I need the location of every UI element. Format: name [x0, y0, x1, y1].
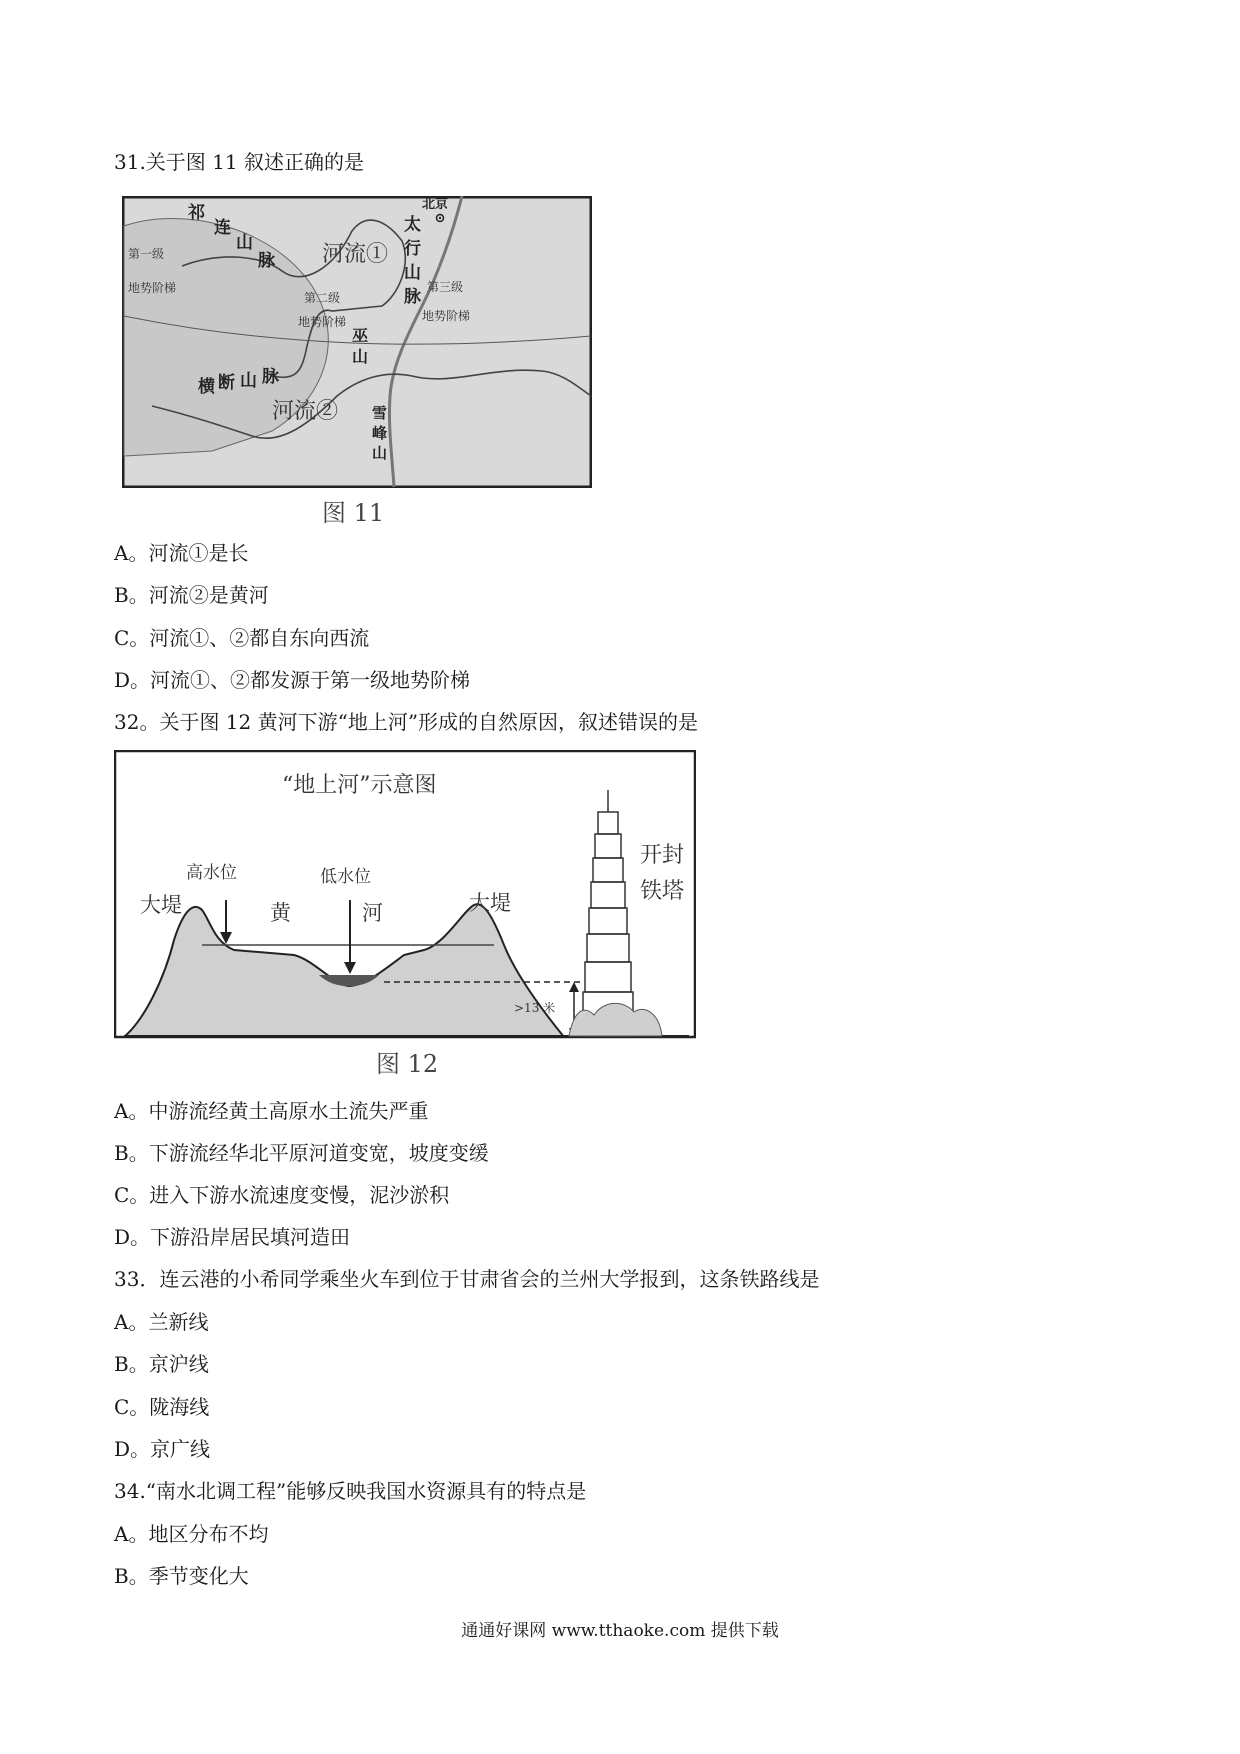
q34-option-a: A。地区分布不均 [114, 1522, 269, 1546]
q32-option-b: B。下游流经华北平原河道变宽，坡度变缓 [114, 1141, 489, 1165]
q32-option-d: D。下游沿岸居民填河造田 [114, 1225, 351, 1249]
label-step1-a: 第一级 [128, 247, 165, 261]
label-step1-b: 地势阶梯 [128, 281, 177, 295]
svg-text:山: 山 [236, 233, 253, 253]
svg-text:山: 山 [404, 263, 421, 283]
label-tower-2: 铁塔 [640, 879, 685, 904]
svg-text:山: 山 [372, 444, 388, 462]
q31-option-d: D。河流①、②都发源于第一级地势阶梯 [114, 668, 471, 692]
figure-12-caption: 图 12 [376, 1050, 439, 1078]
q33-option-c: C。陇海线 [114, 1395, 210, 1419]
label-height: >13 米 [514, 1001, 556, 1015]
label-step3-a: 第三级 [427, 280, 464, 294]
q32-stem: 32。关于图 12 黄河下游“地上河”形成的自然原因，叙述错误的是 [114, 710, 699, 734]
svg-text:祁: 祁 [188, 203, 205, 223]
label-river1: 河流① [322, 242, 389, 267]
q32-option-c: C。进入下游水流速度变慢，泥沙淤积 [114, 1183, 450, 1207]
svg-text:巫: 巫 [352, 326, 369, 345]
label-tower-1: 开封 [640, 843, 685, 868]
q33-stem: 33．连云港的小希同学乘坐火车到位于甘肃省会的兰州大学报到，这条铁路线是 [114, 1267, 820, 1291]
label-step2-a: 第二级 [304, 291, 341, 305]
page-footer: 通通好课网 www.tthaoke.com 提供下载 [461, 1621, 779, 1641]
svg-text:脉: 脉 [262, 367, 279, 387]
svg-text:脉: 脉 [404, 287, 421, 307]
q33-option-a: A。兰新线 [114, 1310, 209, 1334]
q34-stem: 34.“南水北调工程”能够反映我国水资源具有的特点是 [114, 1479, 587, 1503]
svg-text:雪: 雪 [372, 404, 388, 422]
label-he: 河 [362, 901, 383, 925]
figure-12-title: “地上河”示意图 [282, 773, 437, 798]
q32-option-a: A。中游流经黄土高原水土流失严重 [114, 1099, 429, 1123]
svg-text:横: 横 [198, 377, 215, 397]
label-huang: 黄 [270, 901, 291, 925]
label-step2-b: 地势阶梯 [298, 315, 347, 329]
label-high-water: 高水位 [186, 863, 237, 883]
figure-11-caption: 图 11 [322, 499, 385, 527]
figure-12-diagram [114, 750, 696, 1044]
svg-text:山: 山 [352, 347, 369, 366]
q34-option-b: B。季节变化大 [114, 1564, 249, 1588]
label-low-water: 低水位 [320, 867, 371, 887]
svg-text:山: 山 [240, 371, 257, 391]
q33-option-b: B。京沪线 [114, 1352, 209, 1376]
q31-option-c: C。河流①、②都自东向西流 [114, 626, 370, 650]
q31-stem: 31.关于图 11 叙述正确的是 [114, 150, 364, 174]
label-dike-left: 大堤 [140, 893, 182, 917]
svg-text:北京: 北京 [422, 197, 449, 212]
svg-text:连: 连 [214, 218, 231, 238]
svg-text:峰: 峰 [372, 424, 388, 442]
svg-text:太: 太 [404, 215, 421, 235]
label-dike-right: 大堤 [469, 891, 511, 915]
label-river2: 河流② [272, 399, 339, 424]
figure-11-map [122, 196, 592, 492]
q31-option-b: B。河流②是黄河 [114, 583, 269, 607]
q31-option-a: A。河流①是长 [114, 541, 249, 565]
q33-option-d: D。京广线 [114, 1437, 211, 1461]
svg-text:断: 断 [218, 373, 235, 393]
label-step3-b: 地势阶梯 [422, 309, 471, 323]
svg-text:脉: 脉 [258, 251, 275, 271]
svg-text:行: 行 [404, 239, 421, 259]
